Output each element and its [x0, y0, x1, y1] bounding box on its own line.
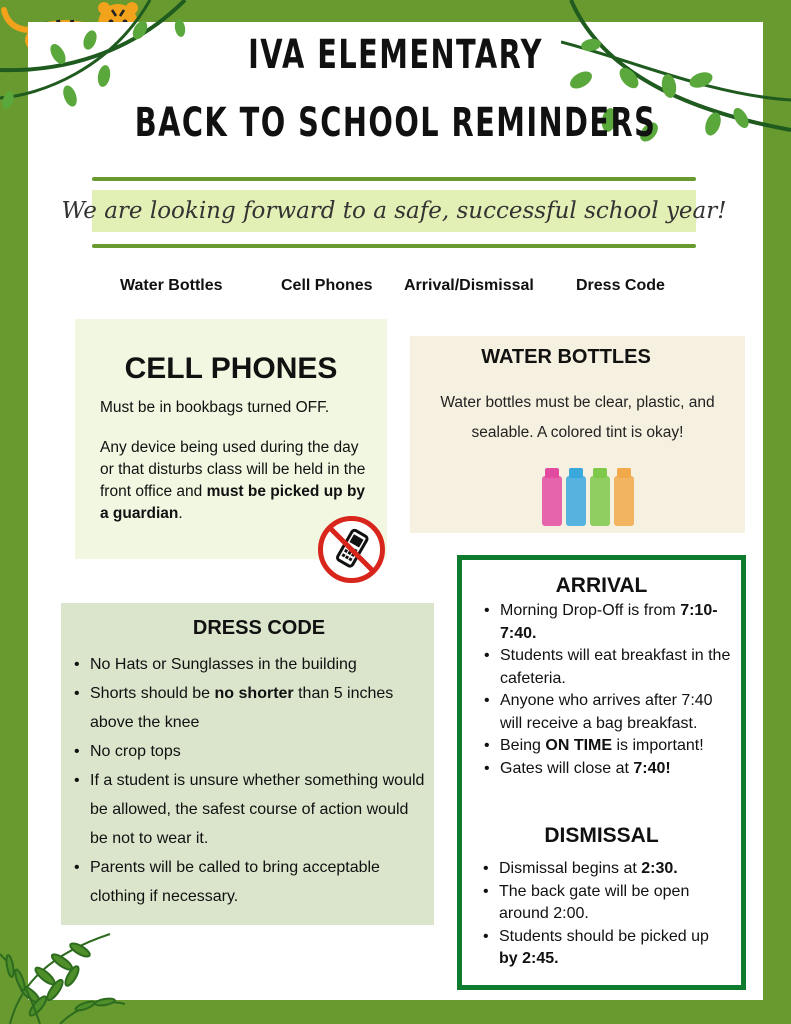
nav-link-water-bottles[interactable]: Water Bottles: [120, 277, 223, 294]
bottle-1: [542, 476, 562, 526]
cell-phones-rule-2: Any device being used during the day or that disturbs class will be held in the front office and must be picked up by a guardian.: [100, 439, 366, 522]
bottle-cap-1: [545, 468, 559, 478]
dismissal-title: DISMISSAL: [544, 824, 659, 847]
divider-bottom: [92, 244, 696, 248]
list-item: • Gates will close at 7:40!: [482, 758, 732, 781]
bottle-cap-3: [593, 468, 607, 478]
water-bottles-text: Water bottles must be clear, plastic, and sealable. A colored tint is okay!: [440, 394, 715, 441]
list-item: • Dismissal begins at 2:30.: [481, 858, 731, 881]
divider-top: [92, 177, 696, 181]
dress-code-list: [72, 650, 426, 911]
arrival-title: ARRIVAL: [555, 574, 648, 597]
fern-icon: [0, 894, 130, 1024]
list-item: • Morning Drop-Off is from 7:10-7:40.: [482, 600, 732, 645]
list-item: • Being ON TIME is important!: [482, 735, 732, 758]
list-item: • Students should be picked up by 2:45.: [481, 926, 731, 971]
list-item: • Shorts should be no shorter than 5 inches above the knee: [72, 679, 426, 737]
bottle-3: [590, 476, 610, 526]
bottle-2: [566, 476, 586, 526]
water-bottles-image: [538, 466, 638, 528]
page-title-line1: IVA ELEMENTARY: [248, 32, 543, 78]
nav-link-dress-code[interactable]: Dress Code: [576, 277, 665, 294]
list-item: • If a student is unsure whether something would be allowed, the safest course of action would be not to wear it.: [72, 766, 426, 853]
dress-code-title: DRESS CODE: [192, 617, 326, 639]
list-item: • The back gate will be open around 2:00.: [481, 881, 731, 926]
no-phone-icon: [318, 516, 385, 583]
cell-phones-rule-1: Must be in bookbags turned OFF.: [100, 399, 330, 416]
arrival-list: [482, 600, 732, 780]
list-item: • No Hats or Sunglasses in the building: [72, 650, 426, 679]
list-item: • Parents will be called to bring acceptable clothing if necessary.: [72, 853, 426, 911]
list-item: • Anyone who arrives after 7:40 will receive a bag breakfast.: [482, 690, 732, 735]
bottle-4: [614, 476, 634, 526]
bottle-cap-2: [569, 468, 583, 478]
nav-link-arrival-dismissal[interactable]: Arrival/Dismissal: [404, 277, 534, 294]
tagline-banner: We are looking forward to a safe, successful school year!: [92, 190, 696, 232]
cell-phones-title: CELL PHONES: [124, 352, 338, 385]
water-bottles-title: WATER BOTTLES: [481, 346, 651, 368]
list-item: • Students will eat breakfast in the cafeteria.: [482, 645, 732, 690]
bottle-cap-4: [617, 468, 631, 478]
list-item: • No crop tops: [72, 737, 426, 766]
page-title-line2: BACK TO SCHOOL REMINDERS: [134, 100, 657, 146]
dismissal-list: [481, 858, 731, 971]
nav-link-cell-phones[interactable]: Cell Phones: [281, 277, 373, 294]
